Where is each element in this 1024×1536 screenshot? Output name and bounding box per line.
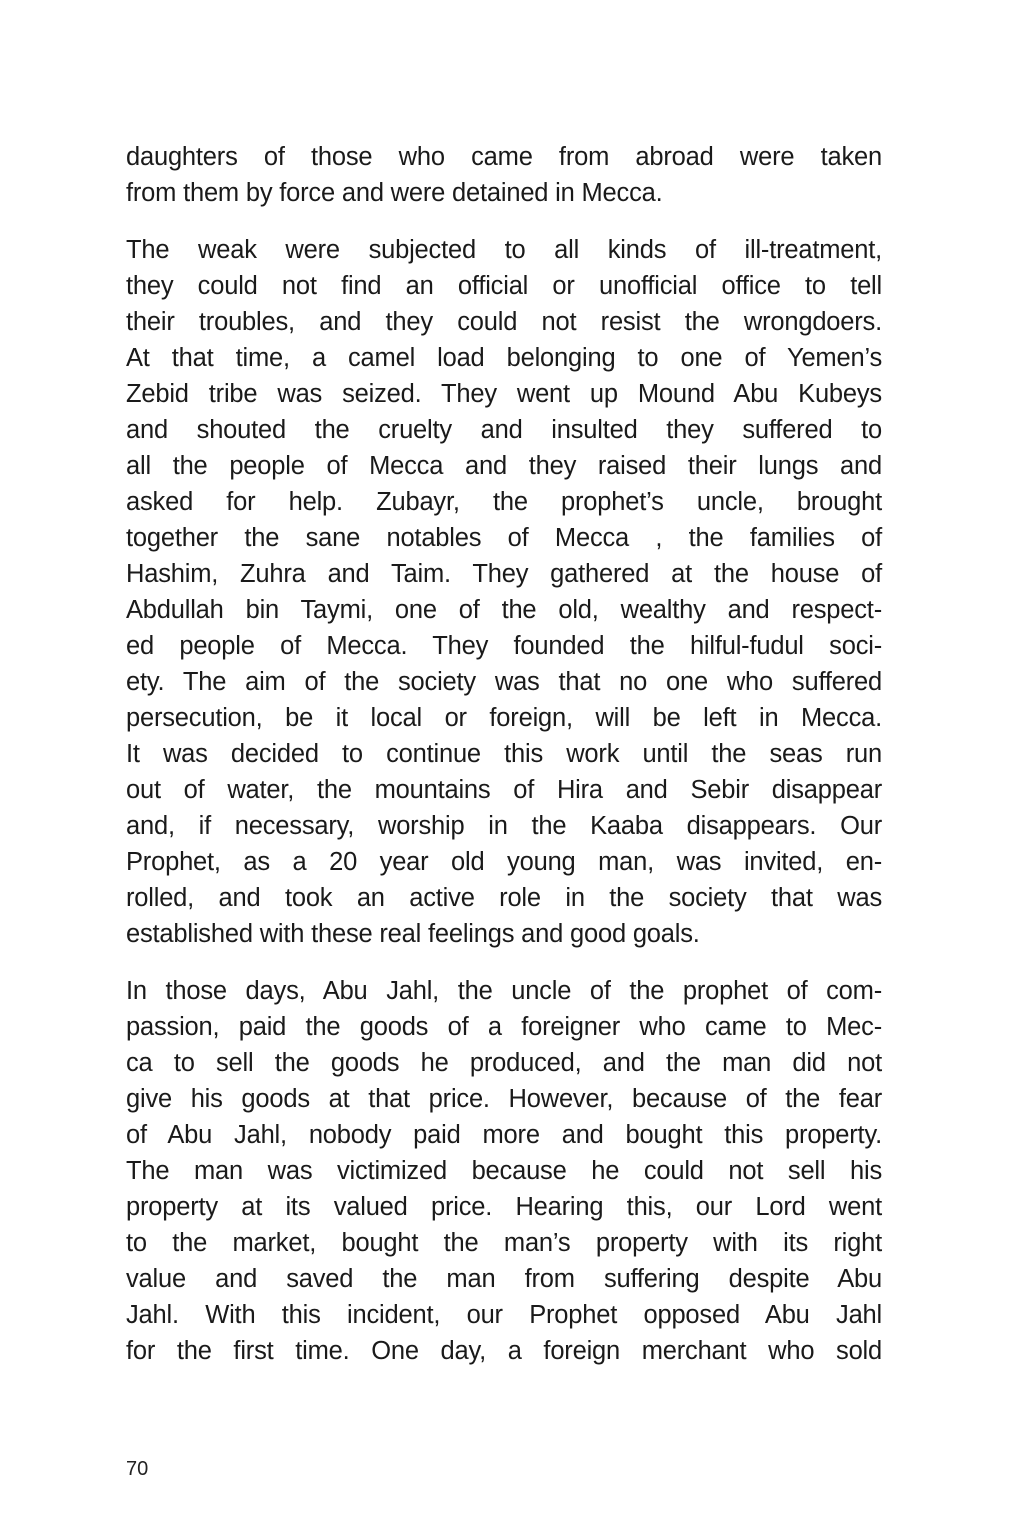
text-line: of Abu Jahl, nobody paid more and bought this property. <box>126 1121 882 1149</box>
text-line: daughters of those who came from abroad were taken <box>126 143 882 171</box>
body-text <box>126 139 882 1390</box>
text-line: Zebid tribe was seized. They went up Mound Abu Kubeys <box>126 380 882 408</box>
text-line: In those days, Abu Jahl, the uncle of the prophet of com- <box>126 977 882 1005</box>
text-line: asked for help. Zubayr, the prophet’s uncle, brought <box>126 488 882 516</box>
text-line: value and saved the man from suffering despite Abu <box>126 1265 882 1293</box>
text-line: Abdullah bin Taymi, one of the old, wealthy and respect- <box>126 596 882 624</box>
text-line: give his goods at that price. However, because of the fear <box>126 1085 882 1113</box>
text-line: persecution, be it local or foreign, will be left in Mecca. <box>126 704 882 732</box>
text-line: ed people of Mecca. They founded the hilful-fudul soci- <box>126 632 882 660</box>
text-line: all the people of Mecca and they raised their lungs and <box>126 452 882 480</box>
text-line: ety. The aim of the society was that no one who suffered <box>126 668 882 696</box>
text-line: their troubles, and they could not resist the wrongdoers. <box>126 308 882 336</box>
paragraph <box>126 139 882 211</box>
paragraph <box>126 232 882 952</box>
text-line: passion, paid the goods of a foreigner who came to Mec- <box>126 1013 882 1041</box>
text-line: ca to sell the goods he produced, and the man did not <box>126 1049 882 1077</box>
text-line: out of water, the mountains of Hira and Sebir disappear <box>126 776 882 804</box>
text-line: At that time, a camel load belonging to one of Yemen’s <box>126 344 882 372</box>
text-line: established with these real feelings and good goals. <box>126 920 700 948</box>
text-line: The man was victimized because he could not sell his <box>126 1157 882 1185</box>
text-line: It was decided to continue this work until the seas run <box>126 740 882 768</box>
text-line: they could not find an official or unofficial office to tell <box>126 272 882 300</box>
text-line: together the sane notables of Mecca , the families of <box>126 524 882 552</box>
text-line: Prophet, as a 20 year old young man, was invited, en- <box>126 848 882 876</box>
page-number: 70 <box>126 1458 149 1480</box>
paragraph <box>126 973 882 1369</box>
text-line: property at its valued price. Hearing this, our Lord went <box>126 1193 882 1221</box>
text-line: rolled, and took an active role in the society that was <box>126 884 882 912</box>
text-line: for the first time. One day, a foreign merchant who sold <box>126 1337 882 1365</box>
text-line: to the market, bought the man’s property with its right <box>126 1229 882 1257</box>
text-line: and, if necessary, worship in the Kaaba disappears. Our <box>126 812 882 840</box>
text-line: from them by force and were detained in Mecca. <box>126 179 663 207</box>
text-line: Hashim, Zuhra and Taim. They gathered at the house of <box>126 560 882 588</box>
text-line: and shouted the cruelty and insulted they suffered to <box>126 416 882 444</box>
text-line: Jahl. With this incident, our Prophet opposed Abu Jahl <box>126 1301 882 1329</box>
text-line: The weak were subjected to all kinds of ill-treatment, <box>126 236 882 264</box>
